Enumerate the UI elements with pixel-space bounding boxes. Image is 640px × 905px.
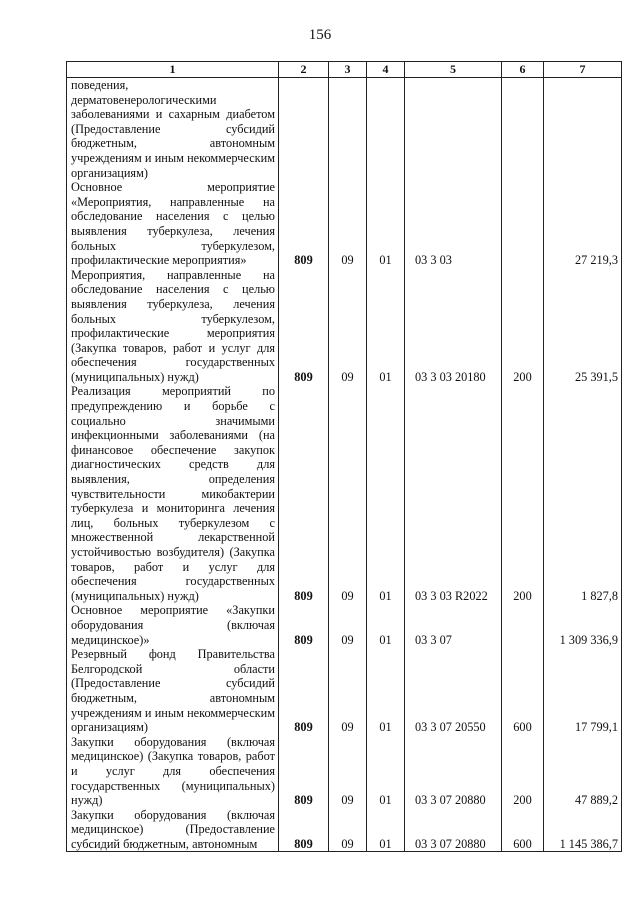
amount: 1 145 386,7 xyxy=(544,808,622,852)
subsection-code: 01 xyxy=(367,808,405,852)
column-header: 6 xyxy=(502,62,544,78)
table-row xyxy=(67,808,622,852)
table-row xyxy=(67,603,622,647)
row-description: поведения, дерматовенерологическими заболеваниями и сахарным диабетом (Предоставление субсидий бюджетным, автономным учреждениям и иным некоммерческим организациям) xyxy=(67,78,279,181)
header-row xyxy=(67,62,622,78)
column-header: 7 xyxy=(544,62,622,78)
grbs-code: 809 xyxy=(279,735,329,808)
expense-type-code: 200 xyxy=(502,735,544,808)
row-description: Закупки оборудования (включая медицинское) (Закупка товаров, работ и услуг для обеспечения государственных (муниципальных) нужд) xyxy=(67,735,279,808)
target-article-code: 03 3 07 20880 xyxy=(405,735,502,808)
subsection-code: 01 xyxy=(367,647,405,735)
grbs-code: 809 xyxy=(279,647,329,735)
amount: 17 799,1 xyxy=(544,647,622,735)
subsection-code: 01 xyxy=(367,180,405,268)
target-article-code: 03 3 03 xyxy=(405,180,502,268)
row-description: Резервный фонд Правительства Белгородской области (Предоставление субсидий бюджетным, автономным учреждениям и иным некоммерческим организациям) xyxy=(67,647,279,735)
amount xyxy=(544,78,622,181)
target-article-code xyxy=(405,78,502,181)
row-description: Реализация мероприятий по предупреждению и борьбе с социально значимыми инфекционными заболеваниями (на финансовое обеспечение закупок диагностических средств для выявления, определения чувствительности микобактерии туберкулеза и мониторинга лечения лиц, больных туберкулезом с множественной лекарственной устойчивостью возбудителя) (Закупка товаров, работ и услуг для обеспечения государственных (муниципальных) нужд) xyxy=(67,384,279,603)
section-code xyxy=(329,78,367,181)
table-row xyxy=(67,384,622,603)
subsection-code xyxy=(367,78,405,181)
column-header: 2 xyxy=(279,62,329,78)
subsection-code: 01 xyxy=(367,603,405,647)
section-code: 09 xyxy=(329,268,367,385)
target-article-code: 03 3 07 20550 xyxy=(405,647,502,735)
table-row xyxy=(67,647,622,735)
expense-type-code: 200 xyxy=(502,268,544,385)
expense-type-code xyxy=(502,78,544,181)
expense-type-code: 200 xyxy=(502,384,544,603)
subsection-code: 01 xyxy=(367,735,405,808)
table-row xyxy=(67,78,622,181)
expense-type-code xyxy=(502,603,544,647)
expense-type-code: 600 xyxy=(502,647,544,735)
target-article-code: 03 3 07 xyxy=(405,603,502,647)
row-description: Основное мероприятие «Закупки оборудования (включая медицинское)» xyxy=(67,603,279,647)
column-header: 5 xyxy=(405,62,502,78)
row-description: Основное мероприятие «Мероприятия, направленные на обследование населения с целью выявления туберкулеза, лечения больных туберкулезом, профилактические мероприятия» xyxy=(67,180,279,268)
grbs-code: 809 xyxy=(279,603,329,647)
table-row xyxy=(67,268,622,385)
budget-table xyxy=(66,61,622,852)
grbs-code xyxy=(279,78,329,181)
column-header: 1 xyxy=(67,62,279,78)
column-header: 4 xyxy=(367,62,405,78)
column-header: 3 xyxy=(329,62,367,78)
amount: 1 827,8 xyxy=(544,384,622,603)
subsection-code: 01 xyxy=(367,268,405,385)
expense-type-code xyxy=(502,180,544,268)
section-code: 09 xyxy=(329,180,367,268)
section-code: 09 xyxy=(329,735,367,808)
table-row xyxy=(67,180,622,268)
table-row xyxy=(67,735,622,808)
section-code: 09 xyxy=(329,808,367,852)
amount: 1 309 336,9 xyxy=(544,603,622,647)
grbs-code: 809 xyxy=(279,808,329,852)
expense-type-code: 600 xyxy=(502,808,544,852)
grbs-code: 809 xyxy=(279,384,329,603)
amount: 47 889,2 xyxy=(544,735,622,808)
target-article-code: 03 3 07 20880 xyxy=(405,808,502,852)
grbs-code: 809 xyxy=(279,180,329,268)
section-code: 09 xyxy=(329,647,367,735)
row-description: Мероприятия, направленные на обследование населения с целью выявления туберкулеза, лечения больных туберкулезом, профилактические мероприятия (Закупка товаров, работ и услуг для обеспечения государственных (муниципальных) нужд) xyxy=(67,268,279,385)
amount: 25 391,5 xyxy=(544,268,622,385)
grbs-code: 809 xyxy=(279,268,329,385)
amount: 27 219,3 xyxy=(544,180,622,268)
target-article-code: 03 3 03 R2022 xyxy=(405,384,502,603)
page-number: 156 xyxy=(308,27,332,43)
section-code: 09 xyxy=(329,384,367,603)
row-description: Закупки оборудования (включая медицинское) (Предоставление субсидий бюджетным, автономным xyxy=(67,808,279,852)
subsection-code: 01 xyxy=(367,384,405,603)
section-code: 09 xyxy=(329,603,367,647)
target-article-code: 03 3 03 20180 xyxy=(405,268,502,385)
